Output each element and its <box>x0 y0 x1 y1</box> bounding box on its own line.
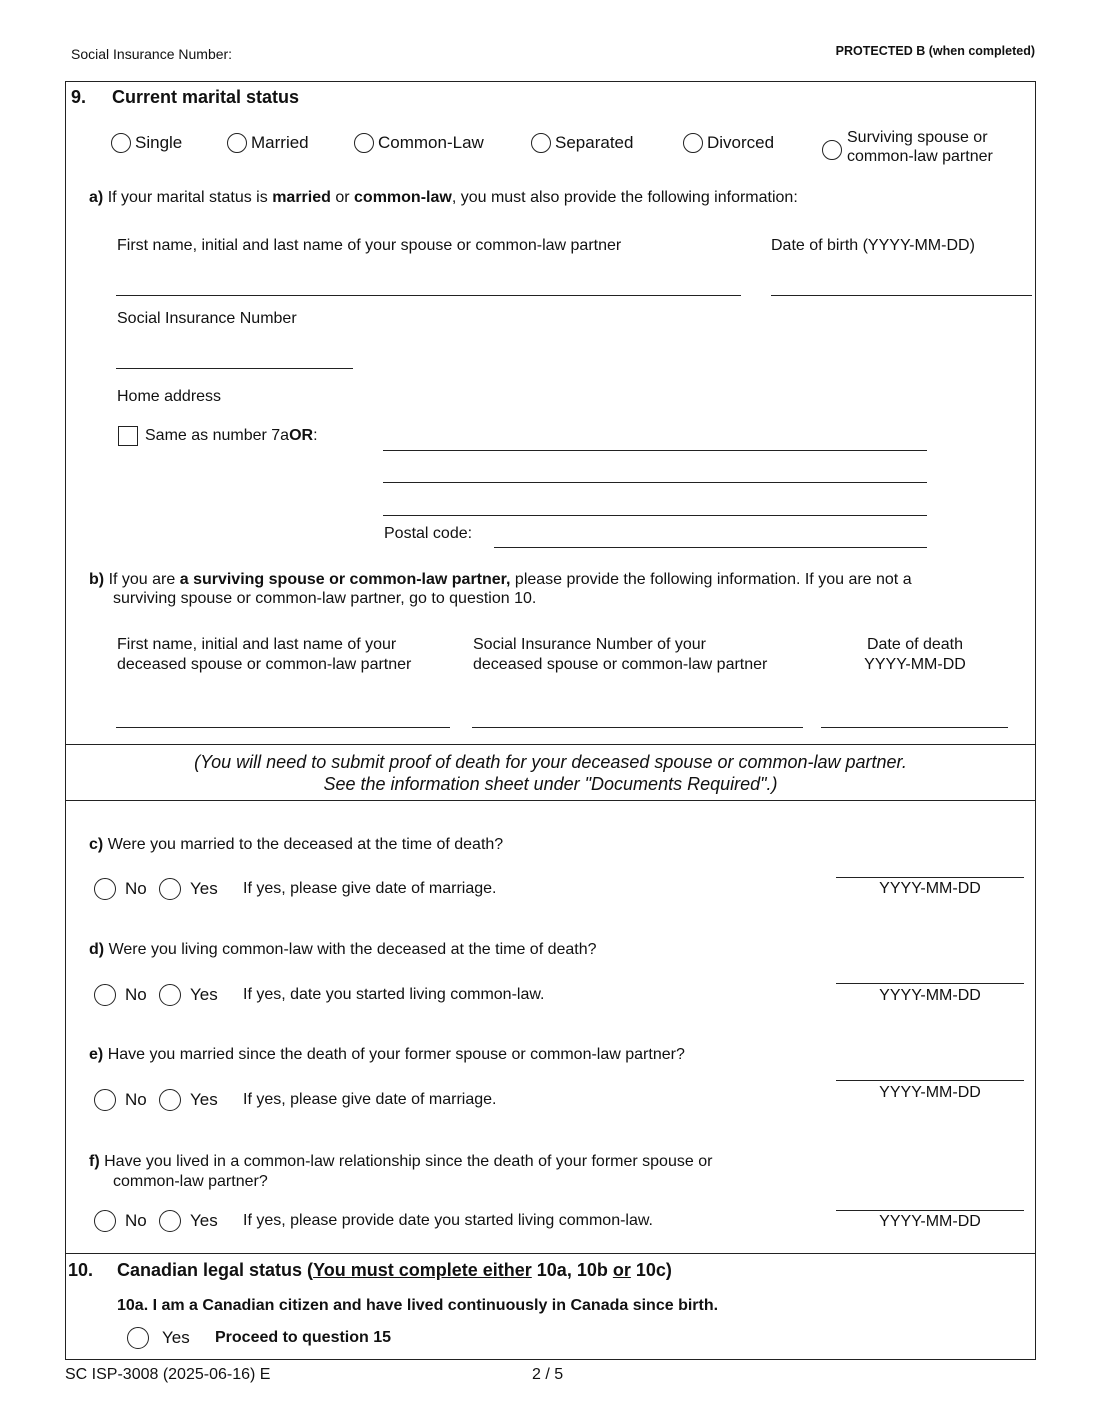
q9e-no[interactable]: No <box>94 1089 147 1111</box>
proceed-instruction: Proceed to question 15 <box>215 1329 392 1346</box>
q9d-no[interactable]: No <box>94 984 147 1006</box>
q9b-intro: b) If you are a surviving spouse or common-law partner, please provide the following information. If you are not a surviving spouse or common-law partner, go to question 10. <box>89 571 912 607</box>
q10-divider <box>65 1253 1036 1254</box>
q10-title: Canadian legal status (You must complete either 10a, 10b or 10c) <box>117 1260 672 1280</box>
page-number: 2 / 5 <box>532 1366 564 1383</box>
q9d-date-field[interactable] <box>836 983 1024 984</box>
date-of-death-field[interactable] <box>821 727 1008 728</box>
q9c-date-field[interactable] <box>836 877 1024 878</box>
address-line-2[interactable] <box>383 482 927 483</box>
q9d-followup: If yes, date you started living common-law. <box>243 986 545 1003</box>
q9f-no[interactable]: No <box>94 1210 147 1232</box>
protected-b-label: PROTECTED B (when completed) <box>835 44 1035 58</box>
radio-icon[interactable] <box>111 133 131 153</box>
spouse-dob-label: Date of birth (YYYY-MM-DD) <box>771 237 975 254</box>
deceased-name-label: First name, initial and last name of your deceased spouse or common-law partner <box>117 636 412 673</box>
option-common-law[interactable]: Common-Law <box>354 133 484 153</box>
radio-icon[interactable] <box>94 984 116 1006</box>
deceased-sin-label: Social Insurance Number of your deceased spouse or common-law partner <box>473 636 768 673</box>
radio-icon[interactable] <box>227 133 247 153</box>
q10-number: 10. <box>68 1260 94 1280</box>
q9e-question: e) Have you married since the death of your former spouse or common-law partner? <box>89 1046 685 1063</box>
option-separated[interactable]: Separated <box>531 133 633 153</box>
q9f-question: f) Have you lived in a common-law relationship since the death of your former spouse or common-law partner? <box>89 1153 713 1190</box>
note-bottom-divider <box>65 800 1036 801</box>
radio-icon[interactable] <box>94 1089 116 1111</box>
date-of-death-label: Date of death YYYY-MM-DD <box>864 636 966 673</box>
home-address-label: Home address <box>117 388 222 405</box>
spouse-sin-field[interactable] <box>116 368 353 369</box>
q9c-date-label: YYYY-MM-DD <box>879 880 981 897</box>
radio-icon[interactable] <box>159 878 181 900</box>
radio-icon[interactable] <box>127 1327 149 1349</box>
radio-icon[interactable] <box>531 133 551 153</box>
radio-icon[interactable] <box>94 878 116 900</box>
q10a-yes[interactable]: Yes <box>127 1327 190 1349</box>
q9e-followup: If yes, please give date of marriage. <box>243 1091 497 1108</box>
sin-header-label: Social Insurance Number: <box>71 46 233 62</box>
q9c-followup: If yes, please give date of marriage. <box>243 880 497 897</box>
deceased-sin-field[interactable] <box>472 727 803 728</box>
radio-icon[interactable] <box>159 1089 181 1111</box>
spouse-dob-field[interactable] <box>771 295 1032 296</box>
address-line-1[interactable] <box>383 450 927 451</box>
q9d-date-label: YYYY-MM-DD <box>879 987 981 1004</box>
radio-icon[interactable] <box>683 133 703 153</box>
radio-icon[interactable] <box>822 140 842 160</box>
q9f-date-field[interactable] <box>836 1210 1024 1211</box>
q9e-date-field[interactable] <box>836 1080 1024 1081</box>
q9a-intro: a) If your marital status is married or common-law, you must also provide the following information: <box>89 189 798 206</box>
address-line-3[interactable] <box>383 515 927 516</box>
checkbox-icon[interactable] <box>118 426 138 446</box>
same-as-7a-option[interactable]: Same as number 7a OR : <box>118 426 318 446</box>
q9c-no[interactable]: No <box>94 878 147 900</box>
q9d-question: d) Were you living common-law with the deceased at the time of death? <box>89 941 597 958</box>
option-married[interactable]: Married <box>227 133 309 153</box>
q9e-yes[interactable]: Yes <box>159 1089 218 1111</box>
spouse-sin-label: Social Insurance Number <box>117 310 297 327</box>
proof-of-death-note: (You will need to submit proof of death for your deceased spouse or common-law partner. See the information sheet under "Documents Required".) <box>194 752 907 794</box>
radio-icon[interactable] <box>94 1210 116 1232</box>
q9c-question: c) Were you married to the deceased at the time of death? <box>89 836 504 853</box>
radio-icon[interactable] <box>159 984 181 1006</box>
q9f-yes[interactable]: Yes <box>159 1210 218 1232</box>
spouse-name-field[interactable] <box>116 295 741 296</box>
option-divorced[interactable]: Divorced <box>683 133 774 153</box>
note-top-divider <box>65 744 1036 745</box>
option-single[interactable]: Single <box>111 133 182 153</box>
q9e-date-label: YYYY-MM-DD <box>879 1084 981 1101</box>
radio-icon[interactable] <box>159 1210 181 1232</box>
q9-number: 9. <box>71 87 87 107</box>
q9c-yes[interactable]: Yes <box>159 878 218 900</box>
q10a-statement: 10a. I am a Canadian citizen and have lived continuously in Canada since birth. <box>117 1297 719 1314</box>
q9f-date-label: YYYY-MM-DD <box>879 1213 981 1230</box>
form-id: SC ISP-3008 (2025-06-16) E <box>65 1366 271 1383</box>
postal-code-label: Postal code: <box>384 525 473 542</box>
spouse-name-label: First name, initial and last name of your spouse or common-law partner <box>117 237 622 254</box>
q9d-yes[interactable]: Yes <box>159 984 218 1006</box>
deceased-name-field[interactable] <box>116 727 450 728</box>
radio-icon[interactable] <box>354 133 374 153</box>
q9-title: Current marital status <box>112 87 300 107</box>
postal-code-field[interactable] <box>494 547 927 548</box>
q9f-followup: If yes, please provide date you started living common-law. <box>243 1212 653 1229</box>
